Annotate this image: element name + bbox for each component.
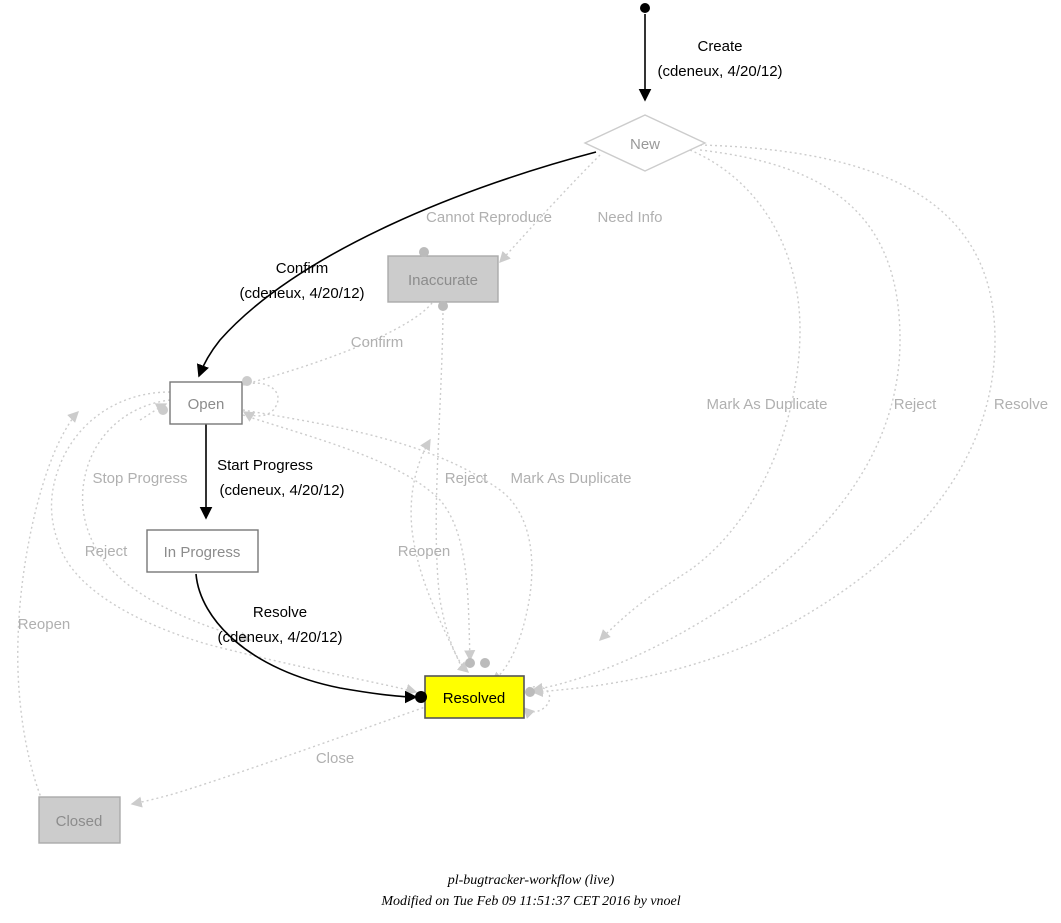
- transition-label-stop-progress: Stop Progress: [92, 470, 188, 487]
- transition-label-need-info: Need Info: [597, 209, 663, 226]
- transition-sublabel: (cdeneux, 4/20/12): [219, 482, 345, 499]
- open-handle-left: [158, 405, 168, 415]
- inaccurate-handle-bottom: [438, 301, 448, 311]
- node-closed[interactable]: [39, 797, 120, 843]
- transition-label-cannot-reproduce: Cannot Reproduce: [426, 209, 552, 226]
- transition-label-mark-as-duplicate-right: Mark As Duplicate: [706, 396, 828, 413]
- node-label-resolved: Resolved: [442, 690, 506, 707]
- diagram-modified: Modified on Tue Feb 09 11:51:37 CET 2016 by vnoel: [381, 894, 681, 909]
- edge-new-reject: [533, 150, 900, 690]
- transition-label-reject-mid: Reject: [444, 470, 488, 487]
- node-open[interactable]: [158, 376, 252, 424]
- transition-label-confirm: Confirm: [350, 334, 404, 351]
- transition-label-resolve-right: Resolve: [993, 396, 1049, 413]
- transition-sublabel: (cdeneux, 4/20/12): [657, 63, 783, 80]
- node-resolved[interactable]: [415, 658, 535, 718]
- edge-reopen-left: [18, 412, 78, 800]
- transition-label-reject-left: Reject: [84, 543, 128, 560]
- transition-label-reopen-left: Reopen: [17, 616, 71, 633]
- diagram-title: pl-bugtracker-workflow (live): [447, 873, 615, 888]
- edge-close: [132, 706, 428, 804]
- transition-label-mark-as-duplicate-mid: Mark As Duplicate: [510, 470, 632, 487]
- transition-label: Resolve: [252, 604, 308, 621]
- node-start[interactable]: [640, 3, 650, 13]
- transition-label: Confirm: [275, 260, 329, 277]
- start-dot: [640, 3, 650, 13]
- resolved-handle-right: [525, 687, 535, 697]
- transition-sublabel: (cdeneux, 4/20/12): [239, 285, 365, 302]
- node-label-inaccurate: Inaccurate: [407, 272, 479, 289]
- node-in-progress[interactable]: [147, 530, 258, 572]
- node-label-closed: Closed: [55, 813, 103, 830]
- edge-open-reject-left: [83, 400, 250, 640]
- transition-start-progress: [217, 457, 344, 499]
- edge-open-reject: [243, 415, 470, 660]
- node-label-new: New: [629, 136, 661, 153]
- transition-label-close: Close: [315, 750, 355, 767]
- node-label-in-progress: In Progress: [163, 544, 241, 561]
- transition-label-reopen-mid: Reopen: [397, 543, 451, 560]
- resolved-handle-top-b: [480, 658, 490, 668]
- inaccurate-handle-top: [419, 247, 429, 257]
- transition-resolve-active: [217, 604, 342, 646]
- node-label-open: Open: [187, 396, 225, 413]
- resolved-handle-top-a: [465, 658, 475, 668]
- edge-new-resolve: [533, 145, 995, 692]
- transition-confirm-active: [239, 260, 364, 302]
- transition-label: Create: [697, 38, 743, 55]
- edge-inaccurate-resolved: [436, 303, 468, 672]
- transition-sublabel: (cdeneux, 4/20/12): [217, 629, 343, 646]
- open-handle-right: [242, 376, 252, 386]
- resolved-handle-left: [415, 691, 427, 703]
- transition-label: Start Progress: [217, 457, 313, 474]
- active-edges: [196, 14, 645, 697]
- transition-label-reject-right: Reject: [893, 396, 937, 413]
- transition-create: [657, 38, 782, 80]
- node-new[interactable]: [585, 115, 705, 171]
- node-inaccurate[interactable]: [388, 247, 498, 311]
